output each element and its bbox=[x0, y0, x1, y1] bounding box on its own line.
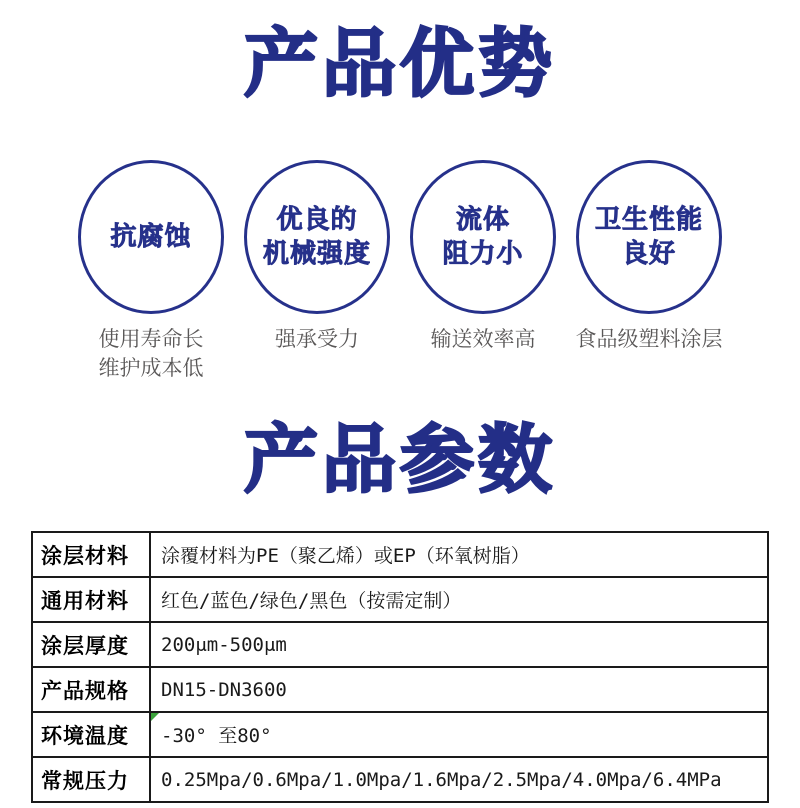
row-value-text: 200μm-500μm bbox=[161, 633, 287, 656]
row-label: 常规压力 bbox=[32, 757, 150, 802]
row-value-text: -30° 至80° bbox=[161, 725, 272, 748]
circle-text-line2: 良好 bbox=[621, 237, 676, 268]
circle-text-line1: 抗腐蚀 bbox=[110, 221, 192, 252]
circle-text-line2: 机械强度 bbox=[262, 237, 371, 268]
row-value-text: 红色/蓝色/绿色/黑色（按需定制） bbox=[161, 590, 462, 613]
advantage-item-hygiene bbox=[569, 160, 729, 384]
advantage-item-anticorrosion bbox=[71, 160, 231, 384]
advantage-caption bbox=[576, 326, 723, 355]
circle-text-line1: 优良的 bbox=[276, 204, 358, 235]
row-label: 涂层材料 bbox=[32, 532, 150, 577]
circle-text-line1: 流体 bbox=[455, 204, 510, 235]
row-label: 涂层厚度 bbox=[32, 622, 150, 667]
advantage-item-mechanical-strength bbox=[237, 160, 397, 384]
parameters-table bbox=[31, 531, 769, 803]
table-row-product-spec bbox=[32, 667, 768, 712]
advantage-caption bbox=[431, 326, 536, 355]
advantage-circle bbox=[410, 160, 556, 314]
row-value-text: DN15-DN3600 bbox=[161, 678, 287, 701]
row-value-text: 0.25Mpa/0.6Mpa/1.0Mpa/1.6Mpa/2.5Mpa/4.0Mpa/6.4MPa bbox=[161, 768, 722, 791]
table-row-coating-thickness bbox=[32, 622, 768, 667]
advantage-circle-text bbox=[442, 203, 523, 270]
row-value bbox=[150, 532, 768, 577]
table-row-ambient-temperature bbox=[32, 712, 768, 757]
advantage-circle bbox=[576, 160, 722, 314]
row-label: 产品规格 bbox=[32, 667, 150, 712]
row-value bbox=[150, 712, 768, 757]
advantage-caption bbox=[275, 326, 359, 355]
circle-text-line1: 卫生性能 bbox=[594, 204, 703, 235]
advantage-item-low-fluid-resistance bbox=[403, 160, 563, 384]
caption-line1: 强承受力 bbox=[275, 327, 359, 351]
corner-marker-icon bbox=[151, 713, 159, 721]
table-row-general-material bbox=[32, 577, 768, 622]
row-value bbox=[150, 577, 768, 622]
advantage-circle-text bbox=[110, 220, 191, 253]
caption-line2: 维护成本低 bbox=[98, 356, 204, 380]
row-label: 环境温度 bbox=[32, 712, 150, 757]
advantage-circle-text bbox=[263, 203, 371, 270]
caption-line1: 输送效率高 bbox=[430, 327, 536, 351]
table-row-coating-material bbox=[32, 532, 768, 577]
table-row-pressure bbox=[32, 757, 768, 802]
parameters-title: 产品参数 bbox=[244, 416, 556, 503]
advantage-circle bbox=[244, 160, 390, 314]
row-value-text: 涂覆材料为PE（聚乙烯）或EP（环氧树脂） bbox=[161, 545, 530, 568]
circle-text-line2: 阻力小 bbox=[442, 237, 524, 268]
advantage-circle bbox=[78, 160, 224, 314]
row-label: 通用材料 bbox=[32, 577, 150, 622]
row-value bbox=[150, 667, 768, 712]
row-value bbox=[150, 757, 768, 802]
advantages-circles bbox=[0, 160, 800, 384]
caption-line1: 使用寿命长 bbox=[98, 327, 204, 351]
advantages-title: 产品优势 bbox=[244, 21, 556, 107]
advantage-circle-text bbox=[595, 203, 703, 270]
row-value bbox=[150, 622, 768, 667]
caption-line1: 食品级塑料涂层 bbox=[575, 327, 723, 351]
advantage-caption bbox=[99, 326, 204, 384]
